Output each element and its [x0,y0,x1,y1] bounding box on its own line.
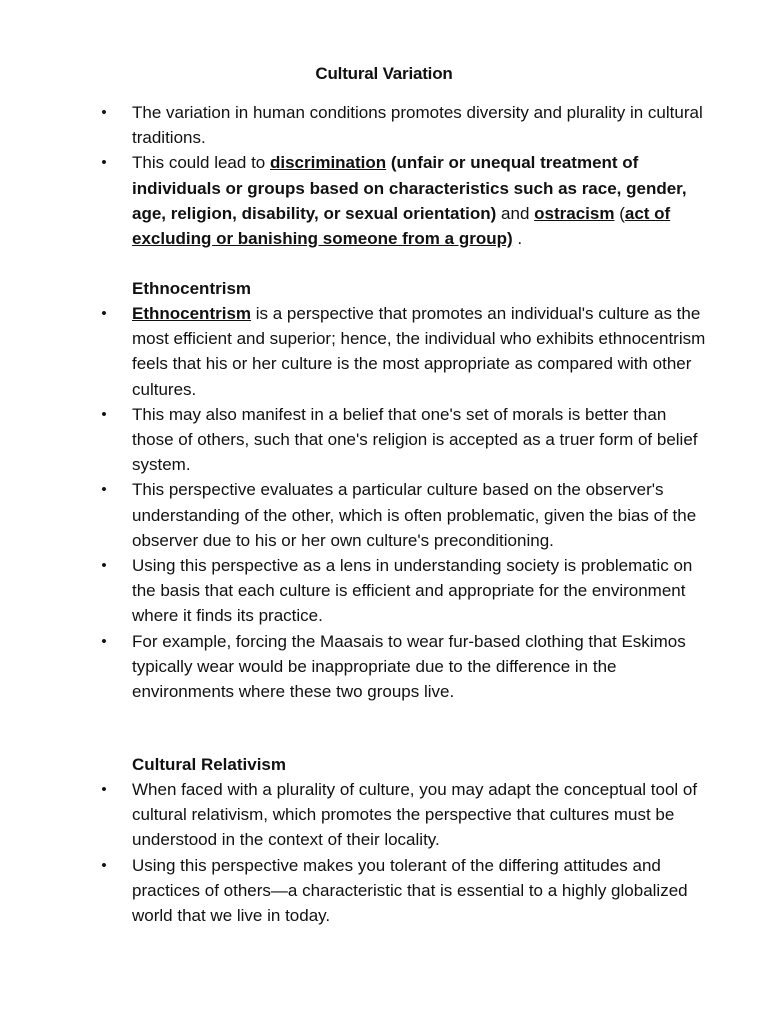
ethnocentrism-bullet-2-text: This may also manifest in a belief that one's set of morals is better than those of others, such that one's religion is accepted as a truer form of belief system. [132,404,698,475]
page-title [0,61,768,86]
section-heading-ethnocentrism: Ethnocentrism [132,279,252,298]
page-title-text: Cultural Variation [315,64,453,83]
bullet-icon: • [101,856,107,874]
list-item [0,477,706,553]
intro-bullet-2-open-paren: ( [614,203,625,223]
bullet-icon: • [101,632,107,650]
list-item [0,402,706,478]
intro-bullet-2-and: and [496,203,535,223]
section-heading-cultural-relativism: Cultural Relativism [132,755,286,774]
list-item [0,777,706,853]
relativism-bullet-1-text: When faced with a plurality of culture, you may adapt the conceptual tool of cultural relativism, which promotes the perspective that cultures must be understood in the context of their locality. [132,780,698,850]
intro-bullet-2-end: . [512,229,523,249]
intro-bullet-list [0,100,768,251]
bullet-icon: • [101,481,107,499]
list-item [0,853,706,929]
bullet-icon: • [101,305,107,322]
term-ethnocentrism: Ethnocentrism [132,304,252,323]
ethnocentrism-bullet-4-text: Using this perspective as a lens in understanding society is problematic on the basis that each culture is efficient and appropriate for the environment where it finds its practice. [132,556,693,626]
definition-discrimination: (unfair or unequal treatment of individuals or groups based on characteristics such as race, gender, age, religion, disability, or sexual orientation) [132,153,687,223]
ethnocentrism-bullet-5-text: For example, forcing the Maasais to wear fur-based clothing that Eskimos typically wear would be inappropriate due to the difference in the environments where these two groups live. [132,631,686,702]
relativism-bullet-list [0,777,768,928]
bullet-icon: • [101,557,107,575]
ethnocentrism-bullet-3-text: This perspective evaluates a particular culture based on the observer's understanding of the other, which is often problematic, given the bias of the observer due to his or her own culture's preconditioning. [132,480,697,550]
bullet-icon: • [101,405,107,423]
list-item [0,301,706,402]
list-item [0,150,706,251]
bullet-icon: • [101,154,107,172]
list-item [0,100,706,150]
term-discrimination: discrimination [269,153,387,173]
ethnocentrism-bullet-1-text: is a perspective that promotes an individual's culture as the most efficient and superior; hence, the individual who exhibits ethnocentrism feels that his or her culture is the most appropriate as compared with other cultures. [132,304,706,399]
relativism-bullet-2-text: Using this perspective makes you tolerant of the differing attitudes and practices of others—a characteristic that is essential to a highly globalized world that we live in today. [132,855,688,926]
list-item [0,629,706,705]
intro-bullet-1-text: The variation in human conditions promotes diversity and plurality in cultural traditions. [132,103,703,148]
bullet-icon: • [101,104,107,121]
bullet-icon: • [101,781,107,798]
term-ostracism: ostracism [534,203,615,223]
intro-bullet-2-prefix: This could lead to [132,153,270,173]
list-item [0,553,706,629]
ethnocentrism-bullet-list [0,301,768,704]
definition-ostracism: act of excluding or banishing someone from a group) [132,203,671,249]
